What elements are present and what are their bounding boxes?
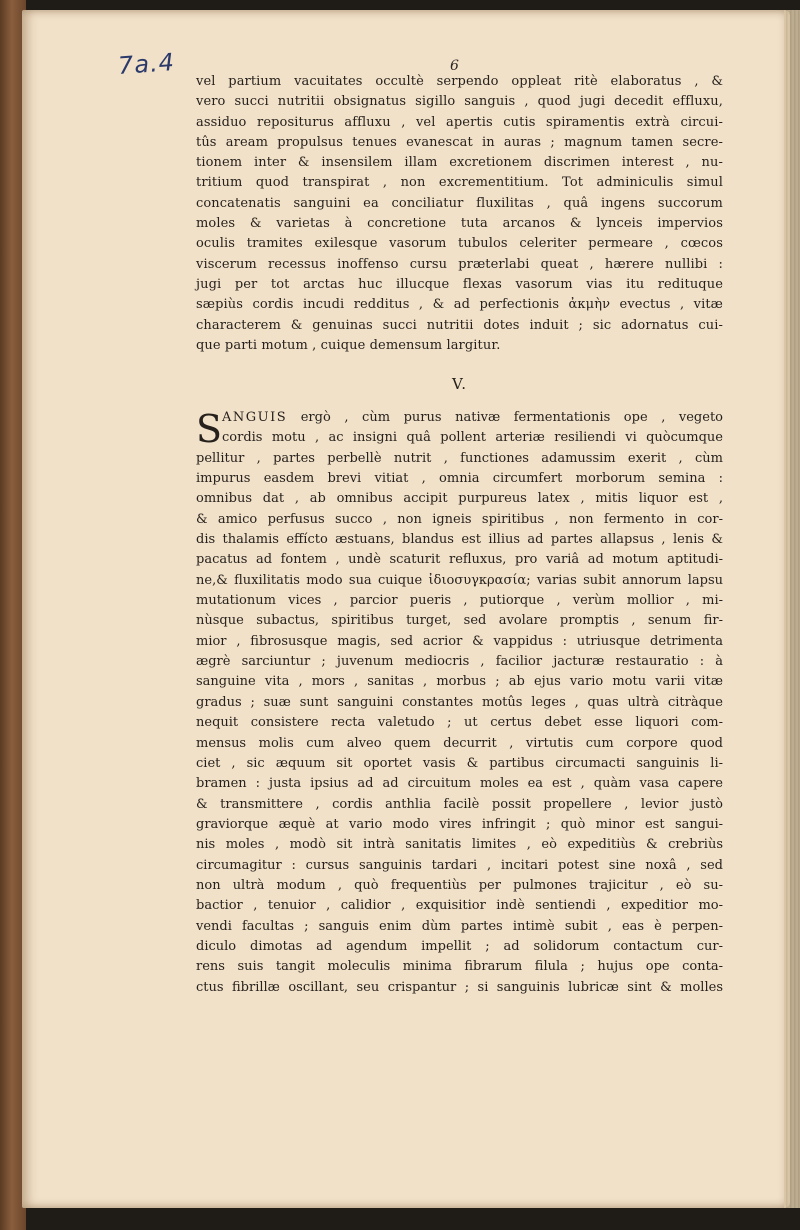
text-line: ne,& fluxilitatis modo sua cuique ἰδιοσυγκρασία; varias subit annorum lapsu bbox=[196, 572, 723, 588]
text-line: rens suis tangit moleculis minima fibrarum filula ; hujus ope conta- bbox=[196, 959, 723, 975]
text-line: circumagitur : cursus sanguinis tardari , incitari potest sine noxâ , sed bbox=[196, 857, 723, 873]
text-line: assiduo repositurus affluxu , vel apertis cutis spiramentis extrà circui- bbox=[196, 114, 723, 130]
handwritten-shelfmark: 7a.4 bbox=[117, 48, 176, 80]
text-line: cordis motu , ac insigni quâ pollent arteriæ resiliendi vi quòcumque bbox=[222, 430, 723, 446]
text-line: sæpiùs cordis incudi redditus , & ad perfectionis ἀκμὴν evectus , vitæ bbox=[196, 297, 723, 313]
text-line: nis moles , modò sit intrà sanitatis limites , eò expeditiùs & crebriùs bbox=[196, 837, 723, 853]
text-line: bactior , tenuior , calidior , exquisitior indè sentiendi , expeditior mo- bbox=[196, 898, 723, 914]
paragraph-top bbox=[196, 72, 723, 356]
text-line: sanguine vita , mors , sanitas , morbus ; ab ejus vario motu varii vitæ bbox=[196, 674, 723, 690]
text-line: nequit consistere recta valetudo ; ut certus debet esse liquori com- bbox=[196, 715, 723, 731]
text-line-last: que parti motum , cuique demensum largitur. bbox=[196, 337, 501, 353]
text-line: concatenatis sanguini ea conciliatur fluxilitas , quâ ingens succorum bbox=[196, 195, 723, 211]
text-line: tritium quod transpirat , non excrementitium. Tot adminiculis simul bbox=[196, 175, 723, 191]
text-line: ciet , sic æquum sit oportet vasis & partibus circumacti sanguinis li- bbox=[196, 755, 723, 771]
text-line: vendi facultas ; sanguis enim dùm partes intimè subit , eas è perpen- bbox=[196, 918, 723, 934]
text-line: vero succi nutritii obsignatus sigillo sanguis , quod jugi decedit effluxu, bbox=[196, 94, 723, 110]
text-line: mensus molis cum alveo quem decurrit , virtutis cum corpore quod bbox=[196, 735, 723, 751]
text-line: pellitur , partes perbellè nutrit , functiones adamussim exerit , cùm bbox=[196, 450, 723, 466]
text-line: gradus ; suæ sunt sanguini constantes motûs leges , quas ultrà citràque bbox=[196, 694, 723, 710]
text-line: diculo dimotas ad agendum impellit ; ad solidorum contactum cur- bbox=[196, 938, 723, 954]
paragraph-body bbox=[196, 408, 723, 998]
text-line: omnibus dat , ab omnibus accipit purpureus latex , mitis liquor est , bbox=[196, 491, 723, 507]
text-line: mior , fibrosusque magis, sed acrior & vappidus : utriusque detrimenta bbox=[196, 633, 723, 649]
text-line: graviorque æquè at vario modo vires infringit ; quò minor est sangui- bbox=[196, 816, 723, 832]
text-line: nùsque subactus, spiritibus turget, sed avolare promptis , senum fir- bbox=[196, 613, 723, 629]
first-line-rest: ergò , cùm purus nativæ fermentationis ope , vegeto bbox=[300, 410, 724, 425]
text-line: jugi per tot arctas huc illucque flexas vasorum vias itu redituque bbox=[196, 276, 723, 292]
text-line: ægrè sarciuntur ; juvenum mediocris , facilior jacturæ restauratio : à bbox=[196, 654, 723, 670]
first-word-caps: ANGUIS bbox=[222, 410, 288, 425]
text-line: ctus fibrillæ oscillant, seu crispantur ; si sanguinis lubricæ sint & molles bbox=[196, 979, 723, 995]
drop-cap: S bbox=[196, 407, 223, 451]
first-line bbox=[196, 408, 723, 428]
text-line: bramen : justa ipsius ad ad circuitum moles ea est , quàm vasa capere bbox=[196, 776, 723, 792]
text-line: dis thalamis effícto æstuans, blandus est illius ad partes allapsus , lenis & bbox=[196, 532, 723, 548]
text-line: non ultrà modum , quò frequentiùs per pulmones trajicitur , eò su- bbox=[196, 877, 723, 893]
text-line: tûs aream propulsus tenues evanescat in auras ; magnum tamen secre- bbox=[196, 134, 723, 150]
text-line: vel partium vacuitates occultè serpendo oppleat ritè elaboratus , & bbox=[196, 74, 723, 89]
text-line: impurus easdem brevi vitiat , omnia circumfert morborum semina : bbox=[196, 471, 723, 487]
text-line: mutationum vices , parcior pueris , putiorque , verùm mollior , mi- bbox=[196, 593, 723, 609]
text-line: moles & varietas à concretione tuta arcanos & lynceis impervios bbox=[196, 216, 723, 232]
text-line: viscerum recessus inoffenso cursu præterlabi queat , hærere nullibi : bbox=[196, 256, 723, 272]
text-line: & transmittere , cordis anthlia facilè possit propellere , levior justò bbox=[196, 796, 723, 812]
page-edges bbox=[784, 10, 800, 1208]
text-line: & amico perfusus succo , non igneis spiritibus , non fermento in cor- bbox=[196, 511, 723, 527]
section-heading: V. bbox=[452, 375, 467, 393]
text-line: oculis tramites exilesque vasorum tubulos celeriter permeare , cœcos bbox=[196, 236, 723, 252]
text-line: tionem inter & insensilem illam excretionem discrimen interest , nu- bbox=[196, 155, 723, 171]
text-line: characterem & genuinas succi nutritii dotes induit ; sic adornatus cui- bbox=[196, 317, 723, 333]
text-line: pacatus ad fontem , undè scaturit refluxus, pro variâ ad motum aptitudi- bbox=[196, 552, 723, 568]
page-number: 6 bbox=[450, 58, 459, 74]
